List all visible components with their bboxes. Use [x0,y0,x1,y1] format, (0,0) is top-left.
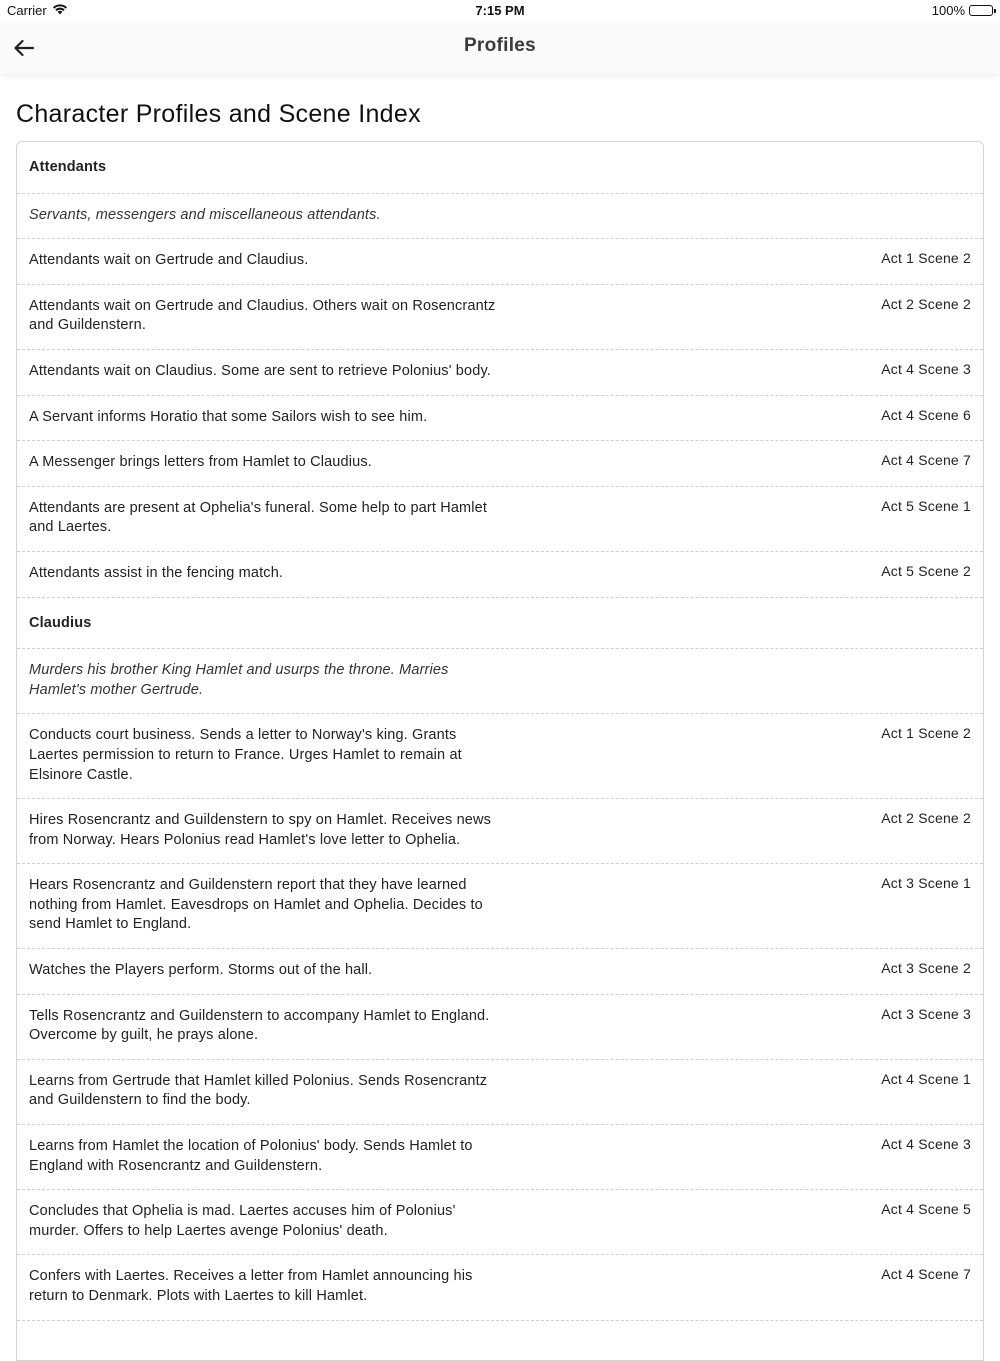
character-header [17,142,983,194]
status-bar [0,0,1000,22]
profiles-list [16,141,984,1361]
nav-title: Profiles [463,35,537,56]
scene-row[interactable] [17,995,983,1060]
scene-summary: Learns from Gertrude that Hamlet killed Polonius. Sends Rosencrantz and Guildenstern to find the body. [29,1072,488,1109]
carrier-label: Carrier [7,3,47,18]
status-right [932,3,993,18]
scene-link[interactable]: Act 3 Scene 1 [881,875,971,892]
scene-row[interactable] [17,441,983,487]
nav-bar [0,22,1000,74]
scene-row[interactable] [17,1060,983,1125]
scene-summary: Hires Rosencrantz and Guildenstern to spy on Hamlet. Receives news from Norway. Hears Polonius read Hamlet's love letter to Ophelia. [29,812,492,848]
scene-summary: Attendants are present at Ophelia's funeral. Some help to part Hamlet and Laertes. [29,499,488,536]
scene-row[interactable] [17,239,983,285]
scene-link[interactable]: Act 4 Scene 6 [881,406,971,423]
scene-summary: Attendants wait on Gertrude and Claudius. [29,252,309,269]
scene-summary: Tells Rosencrantz and Guildenstern to accompany Hamlet to England. Overcome by guilt, he prays alone. [29,1007,490,1044]
scene-summary: Concludes that Ophelia is mad. Laertes accuses him of Polonius' murder. Offers to help Laertes avenge Polonius' death. [29,1203,456,1239]
scene-link[interactable]: Act 1 Scene 2 [881,725,971,742]
character-header [17,598,983,650]
scene-row[interactable] [17,552,983,598]
scene-summary: Learns from Hamlet the location of Polonius' body. Sends Hamlet to England with Rosencrantz and Guildenstern. [29,1138,473,1174]
scene-summary: A Servant informs Horatio that some Sailors wish to see him. [29,408,428,425]
scene-link[interactable]: Act 5 Scene 2 [881,562,971,579]
scene-row[interactable] [17,864,983,949]
scene-row[interactable] [17,1125,983,1190]
scene-link[interactable]: Act 5 Scene 1 [881,497,971,514]
scene-summary: Hears Rosencrantz and Guildenstern report that they have learned nothing from Hamlet. Eavesdrops on Hamlet and Ophelia. Decides to send Hamlet to England. [29,877,483,933]
character-name: Attendants [29,159,107,175]
page-title: Character Profiles and Scene Index [16,100,421,128]
scene-link[interactable]: Act 4 Scene 1 [881,1070,971,1087]
scene-row[interactable] [17,949,983,995]
scene-row[interactable] [17,799,983,864]
scene-link[interactable]: Act 4 Scene 3 [881,360,971,377]
character-description [17,194,983,240]
battery-percent: 100% [931,3,965,18]
character-description [17,649,983,714]
character-summary: Murders his brother King Hamlet and usurps the throne. Marries Hamlet's mother Gertrude. [29,662,449,698]
scene-link[interactable]: Act 4 Scene 5 [881,1201,971,1218]
scene-row[interactable] [17,1190,983,1255]
scene-link[interactable]: Act 1 Scene 2 [881,250,971,267]
scene-row[interactable] [17,1255,983,1320]
scene-summary: Conducts court business. Sends a letter to Norway's king. Grants Laertes permission to return to France. Urges Hamlet to remain at Elsinore Castle. [29,727,462,783]
scene-link[interactable]: Act 2 Scene 2 [881,295,971,312]
character-name: Claudius [29,614,92,631]
scene-summary: Attendants wait on Gertrude and Claudius. Others wait on Rosencrantz and Guildenstern. [29,297,496,334]
character-summary: Servants, messengers and miscellaneous attendants. [29,206,381,223]
scene-summary: A Messenger brings letters from Hamlet to Claudius. [29,454,372,471]
scene-summary: Attendants wait on Claudius. Some are sent to retrieve Polonius' body. [29,362,491,379]
scene-row[interactable] [17,487,983,552]
scene-row[interactable] [17,285,983,350]
scene-link[interactable]: Act 3 Scene 2 [881,960,971,977]
scene-summary: Confers with Laertes. Receives a letter from Hamlet announcing his return to Denmark. Plots with Laertes to kill Hamlet. [29,1268,473,1304]
scene-link[interactable]: Act 4 Scene 7 [881,1266,971,1283]
scene-link[interactable]: Act 4 Scene 3 [881,1136,971,1153]
scene-link[interactable]: Act 3 Scene 3 [881,1005,971,1022]
battery-icon [969,5,993,16]
status-time: 7:15 PM [475,3,525,18]
scene-row[interactable] [17,714,983,799]
scene-row[interactable] [17,350,983,396]
scene-link[interactable]: Act 4 Scene 7 [881,452,971,469]
scene-summary: Watches the Players perform. Storms out of the hall. [29,962,373,979]
scene-link[interactable]: Act 2 Scene 2 [881,810,971,827]
scene-row[interactable] [17,396,983,442]
scene-summary: Attendants assist in the fencing match. [29,564,284,581]
